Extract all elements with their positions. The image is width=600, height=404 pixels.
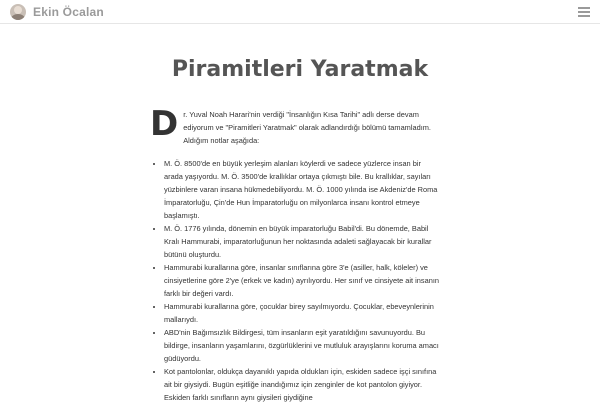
list-item: • M. Ö. 1776 yılında, dönemin en büyük imparatorluğu Babil'di. Bu dönemde, Babil Kralı Hammurabi, imparatorluğunun her noktasında adaleti sağlayacak bir kurallar bütünü oluşturdu. (164, 222, 440, 261)
page-title: Piramitleri Yaratmak (171, 57, 429, 82)
top-bar (0, 0, 600, 24)
hamburger-menu-icon[interactable] (578, 7, 590, 17)
notes-list (150, 157, 440, 404)
site-name-link[interactable]: Ekin Öcalan (33, 5, 104, 19)
intro-text: r. Yuval Noah Harari'nin verdiği "İnsanlığın Kısa Tarihi" adlı derse devam ediyorum ve "Piramitleri Yaratmak" olarak adlandırdığı bölümü tamamladım. Aldığım notlar aşağıda: (183, 110, 431, 145)
intro-paragraph (150, 104, 440, 147)
avatar[interactable] (10, 4, 26, 20)
article-body (150, 104, 440, 404)
list-item: • Kot pantolonlar, oldukça dayanıklı yapıda oldukları için, eskiden sadece işçi sınıfına ait bir giysiydi. Bugün eşitliğe inandığımız için zenginler de kot pantolon giyiyor. Eskiden farklı sınıfların aynı giysileri giydiğine (164, 365, 440, 404)
list-item: • M. Ö. 8500'de en büyük yerleşim alanları köylerdi ve sadece yüzlerce insan bir arada yaşıyordu. M. Ö. 3500'de krallıklar ortaya çıkmıştı bile. Bu krallıklar, sayıları yüzbinlere varan insana hükmedebiliyordu. M. Ö. 1000 yılında ise Akdeniz'de Roma İmparatorluğu, Çin'de Hun İmparatorluğu on milyonlarca insanı kontrol etmeye başlamıştı. (164, 157, 440, 222)
dropcap-letter: D (150, 104, 179, 144)
list-item: • Hammurabi kurallarına göre, insanlar sınıflarına göre 3'e (asiller, halk, köleler) ve cinsiyetlerine göre 2'ye (erkek ve kadın) ayrılıyordu. Her sınıf ve cinsiyete ait insanın farklı bir değeri vardı. (164, 261, 440, 300)
list-item: • ABD'nin Bağımsızlık Bildirgesi, tüm insanların eşit yaratıldığını savunuyordu. Bu bildirge, insanların yaşamlarını, özgürlüklerini ve mutluluk arayışlarını koruma amacı güdüyordu. (164, 326, 440, 365)
list-item: • Hammurabi kurallarına göre, çocuklar birey sayılmıyordu. Çocuklar, ebeveynlerinin mallarıydı. (164, 300, 440, 326)
